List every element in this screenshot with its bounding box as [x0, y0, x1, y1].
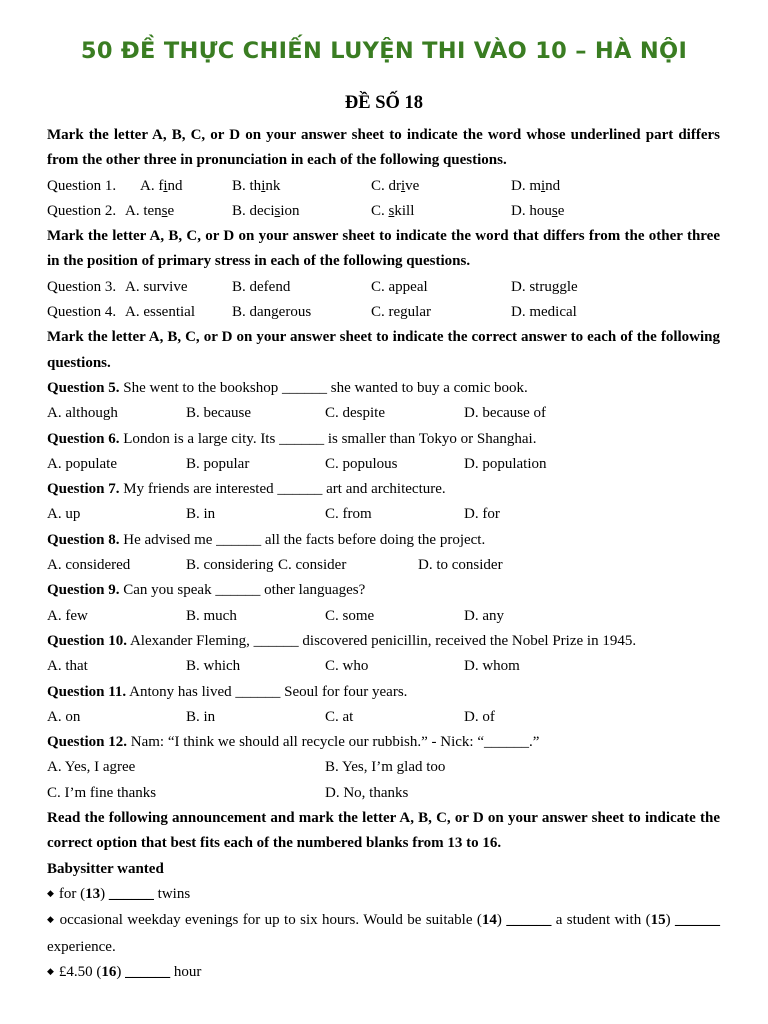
option-b[interactable]: B. decision [232, 202, 300, 219]
question-label: Question 5. [47, 379, 120, 396]
option-a[interactable]: A. considered [47, 557, 131, 574]
question-stem [47, 427, 720, 452]
option-c[interactable]: C. consider [278, 557, 347, 574]
question-text: Can you speak ______ other languages? [123, 582, 366, 599]
option-c[interactable]: C. drive [371, 177, 420, 194]
option-b[interactable]: B. because [186, 405, 251, 422]
option-d[interactable]: D. house [511, 202, 565, 219]
options-row [47, 502, 720, 527]
blank-number: 13 [85, 885, 101, 902]
options-row [47, 705, 720, 730]
section3-instruction: Mark the letter A, B, C, or D on your answer sheet to indicate the correct answer to each of the following questions. [47, 329, 720, 371]
question-text: He advised me ______ all the facts before doing the project. [123, 531, 486, 548]
option-c[interactable]: C. who [325, 658, 369, 675]
option-c[interactable]: C. regular [371, 304, 431, 321]
diamond-bullet-icon: ◆ [47, 965, 54, 976]
question-row [47, 300, 720, 325]
option-a[interactable]: A. that [47, 658, 88, 675]
answer-blank[interactable]: ______ [108, 885, 154, 902]
options-row [47, 401, 720, 426]
option-b[interactable]: B. in [186, 506, 216, 523]
blank-number: 16 [101, 963, 117, 980]
question-label: Question 3. [47, 278, 117, 295]
question-stem [47, 528, 720, 553]
question-label: Question 6. [47, 430, 120, 447]
option-d[interactable]: D. struggle [511, 278, 578, 295]
option-b[interactable]: B. in [186, 708, 216, 725]
question-stem [47, 680, 720, 705]
question-stem [47, 376, 720, 401]
option-c[interactable]: C. at [325, 708, 354, 725]
option-c[interactable]: C. appeal [371, 278, 428, 295]
option-d[interactable]: D. because of [464, 405, 547, 422]
option-d[interactable]: D. for [464, 506, 500, 523]
series-header: 50 ĐỀ THỰC CHIẾN LUYỆN THI VÀO 10 – HÀ NỘI [80, 38, 688, 64]
option-a[interactable]: A. tense [125, 202, 175, 219]
option-d[interactable]: D. of [464, 708, 495, 725]
announcement-bullet: ◆ occasional weekday evenings for up to six hours. Would be suitable (14) ______ a student with (15) ______ experience. [47, 912, 721, 955]
option-b[interactable]: B. much [186, 607, 237, 624]
options-row [47, 604, 720, 629]
option-a[interactable]: A. up [47, 506, 81, 523]
question-label: Question 11. [47, 683, 127, 700]
question-text: Nam: “I think we should all recycle our rubbish.” - Nick: “______.” [130, 734, 540, 751]
blank-number: 15 [650, 912, 666, 929]
exam-content [47, 123, 720, 986]
option-d[interactable]: D. No, thanks [325, 784, 409, 801]
question-text: My friends are interested ______ art and architecture. [123, 481, 446, 498]
options-row [47, 654, 720, 679]
option-b[interactable]: B. which [186, 658, 241, 675]
option-b[interactable]: B. popular [186, 455, 250, 472]
announcement-bullet: ◆ £4.50 (16) ______ hour [47, 963, 202, 980]
option-a[interactable]: A. on [47, 708, 81, 725]
question-label: Question 2. [47, 202, 117, 219]
question-label: Question 4. [47, 304, 117, 321]
option-c[interactable]: C. skill [371, 202, 415, 219]
blank-number: 14 [481, 912, 497, 929]
diamond-bullet-icon: ◆ [47, 887, 54, 898]
diamond-bullet-icon: ◆ [47, 914, 55, 925]
option-b[interactable]: B. think [232, 177, 281, 194]
section1-instruction: Mark the letter A, B, C, or D on your answer sheet to indicate the word whose underlined part differs from the other three in pronunciation in each of the following questions. [47, 127, 720, 169]
question-text: She went to the bookshop ______ she wanted to buy a comic book. [123, 379, 528, 396]
announcement-heading: Babysitter wanted [47, 860, 164, 877]
option-d[interactable]: D. population [464, 455, 547, 472]
question-stem [47, 730, 720, 755]
option-b[interactable]: B. dangerous [232, 304, 312, 321]
option-c[interactable]: C. populous [325, 455, 398, 472]
announcement-bullet: ◆ for (13) ______ twins [47, 885, 191, 902]
question-stem [47, 578, 720, 603]
question-row [47, 199, 720, 224]
section2-instruction: Mark the letter A, B, C, or D on your answer sheet to indicate the word that differs from the other three in the position of primary stress in each of the following questions. [47, 228, 720, 270]
option-b[interactable]: B. considering [186, 557, 274, 574]
exam-title: ĐỀ SỐ 18 [344, 93, 424, 113]
question-text: Antony has lived ______ Seoul for four years. [129, 683, 408, 700]
options-row [47, 553, 720, 578]
question-label: Question 10. [47, 632, 128, 649]
question-row [47, 174, 720, 199]
option-b[interactable]: B. Yes, I’m glad too [325, 759, 446, 776]
question-label: Question 12. [47, 734, 128, 751]
option-b[interactable]: B. defend [232, 278, 291, 295]
question-label: Question 7. [47, 481, 120, 498]
answer-blank[interactable]: ______ [675, 912, 721, 929]
question-stem [47, 629, 720, 654]
option-a[interactable]: A. populate [47, 455, 117, 472]
question-stem [47, 477, 720, 502]
answer-blank[interactable]: ______ [506, 912, 552, 929]
option-a[interactable]: A. survive [125, 278, 188, 295]
option-d[interactable]: D. to consider [418, 557, 503, 574]
option-c[interactable]: C. I’m fine thanks [47, 784, 157, 801]
option-d[interactable]: D. mind [511, 177, 561, 194]
option-d[interactable]: D. any [464, 607, 504, 624]
question-text: Alexander Fleming, ______ discovered penicillin, received the Nobel Prize in 1945. [129, 632, 637, 649]
option-a[interactable]: A. essential [125, 304, 195, 321]
option-d[interactable]: D. whom [464, 658, 520, 675]
question-label: Question 8. [47, 531, 120, 548]
options-row [47, 452, 720, 477]
section4-instruction: Read the following announcement and mark the letter A, B, C, or D on your answer sheet to indicate the correct option that best fits each of the numbered blanks from 13 to 16. [47, 810, 720, 852]
option-c[interactable]: C. from [325, 506, 372, 523]
option-d[interactable]: D. medical [511, 304, 577, 321]
option-a[interactable]: A. Yes, I agree [47, 759, 136, 776]
question-label: Question 1. [47, 177, 117, 194]
option-a[interactable]: A. although [47, 405, 118, 422]
option-a[interactable]: A. few [47, 607, 88, 624]
question-row [47, 275, 720, 300]
question-text: London is a large city. Its ______ is smaller than Tokyo or Shanghai. [123, 430, 537, 447]
answer-blank[interactable]: ______ [125, 963, 171, 980]
option-c[interactable]: C. some [325, 607, 375, 624]
options-row [47, 781, 720, 806]
options-row [47, 755, 720, 780]
option-a[interactable]: A. find [140, 177, 183, 194]
question-label: Question 9. [47, 582, 120, 599]
option-c[interactable]: C. despite [325, 405, 385, 422]
